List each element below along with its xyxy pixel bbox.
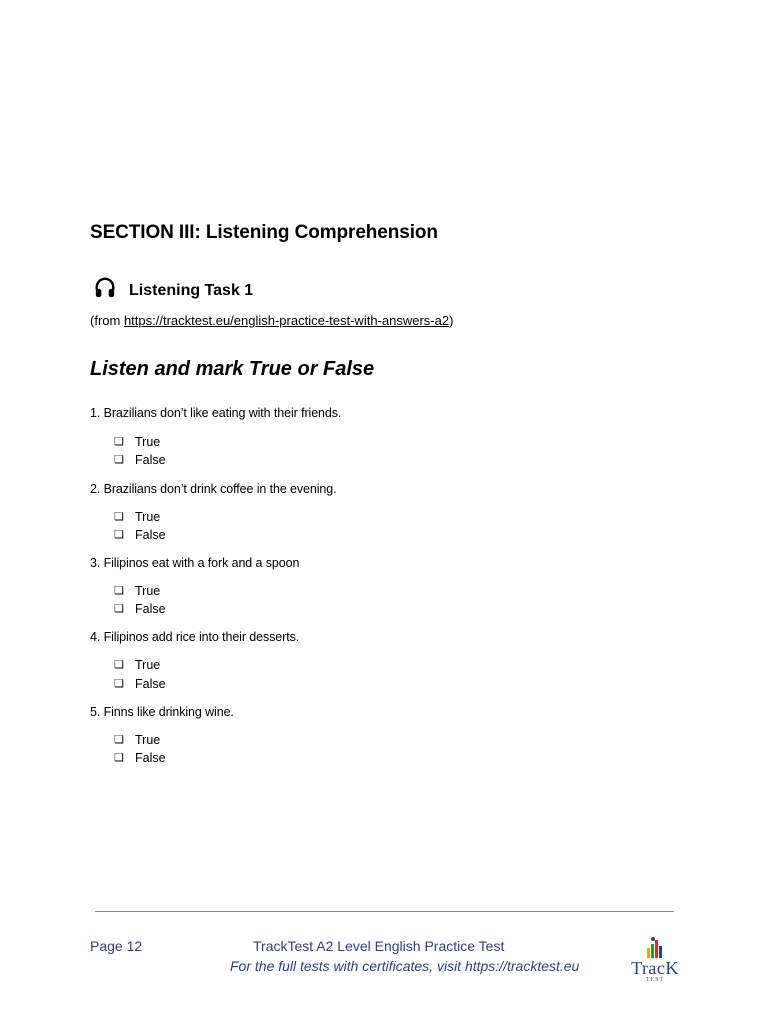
question-2-option-true[interactable] — [114, 510, 160, 524]
checkbox-icon[interactable]: ❏ — [114, 751, 124, 764]
listening-task-heading — [94, 276, 253, 300]
question-2-option-false[interactable] — [114, 528, 166, 542]
option-label: True — [135, 658, 161, 672]
source-prefix: (from — [90, 313, 124, 328]
option-label: True — [135, 584, 161, 598]
checkbox-icon[interactable]: ❏ — [114, 528, 124, 541]
page-number: Page 12 — [90, 938, 143, 954]
option-label: False — [135, 602, 166, 616]
tracktest-logo — [620, 936, 690, 988]
option-label: False — [135, 677, 166, 691]
question-3-option-true[interactable] — [114, 584, 160, 598]
task-source — [90, 313, 453, 328]
option-label: True — [135, 435, 161, 449]
checkbox-icon[interactable]: ❏ — [114, 602, 124, 615]
footer-subtitle: For the full tests with certificates, visit https://tracktest.eu — [230, 958, 580, 974]
checkbox-icon[interactable]: ❏ — [114, 435, 124, 448]
footer-divider — [95, 911, 674, 912]
question-4: 4. Filipinos add rice into their desserts. — [90, 630, 300, 644]
option-label: True — [135, 510, 161, 524]
question-1-option-false[interactable] — [114, 453, 166, 467]
instruction-heading: Listen and mark True or False — [90, 358, 375, 380]
checkbox-icon[interactable]: ❏ — [114, 453, 124, 466]
logo-text: TracK — [631, 958, 679, 978]
logo-figure-icon — [620, 936, 690, 960]
question-3: 3. Filipinos eat with a fork and a spoon — [90, 556, 300, 570]
option-label: False — [135, 528, 166, 542]
question-3-option-false[interactable] — [114, 602, 166, 616]
checkbox-icon[interactable]: ❏ — [114, 658, 124, 671]
question-5-option-false[interactable] — [114, 751, 166, 765]
checkbox-icon[interactable]: ❏ — [114, 584, 124, 597]
question-1: 1. Brazilians don’t like eating with their friends. — [90, 406, 342, 420]
question-1-option-true[interactable] — [114, 435, 160, 449]
headphones-icon — [94, 277, 116, 299]
question-5: 5. Finns like drinking wine. — [90, 705, 234, 719]
checkbox-icon[interactable]: ❏ — [114, 510, 124, 523]
checkbox-icon[interactable]: ❏ — [114, 677, 124, 690]
option-label: False — [135, 751, 166, 765]
question-5-option-true[interactable] — [114, 733, 160, 747]
section-title: SECTION III: Listening Comprehension — [90, 222, 438, 243]
task-title: Listening Task 1 — [129, 282, 254, 299]
option-label: False — [135, 453, 166, 467]
question-4-option-false[interactable] — [114, 677, 166, 691]
logo-subtext: TEST — [645, 977, 665, 983]
question-4-option-true[interactable] — [114, 658, 160, 672]
source-suffix: ) — [449, 313, 454, 328]
option-label: True — [135, 733, 161, 747]
question-2: 2. Brazilians don’t drink coffee in the evening. — [90, 482, 337, 496]
source-link[interactable]: https://tracktest.eu/english-practice-test-with-answers-a2 — [123, 313, 450, 328]
checkbox-icon[interactable]: ❏ — [114, 733, 124, 746]
footer-title: TrackTest A2 Level English Practice Test — [253, 938, 505, 954]
